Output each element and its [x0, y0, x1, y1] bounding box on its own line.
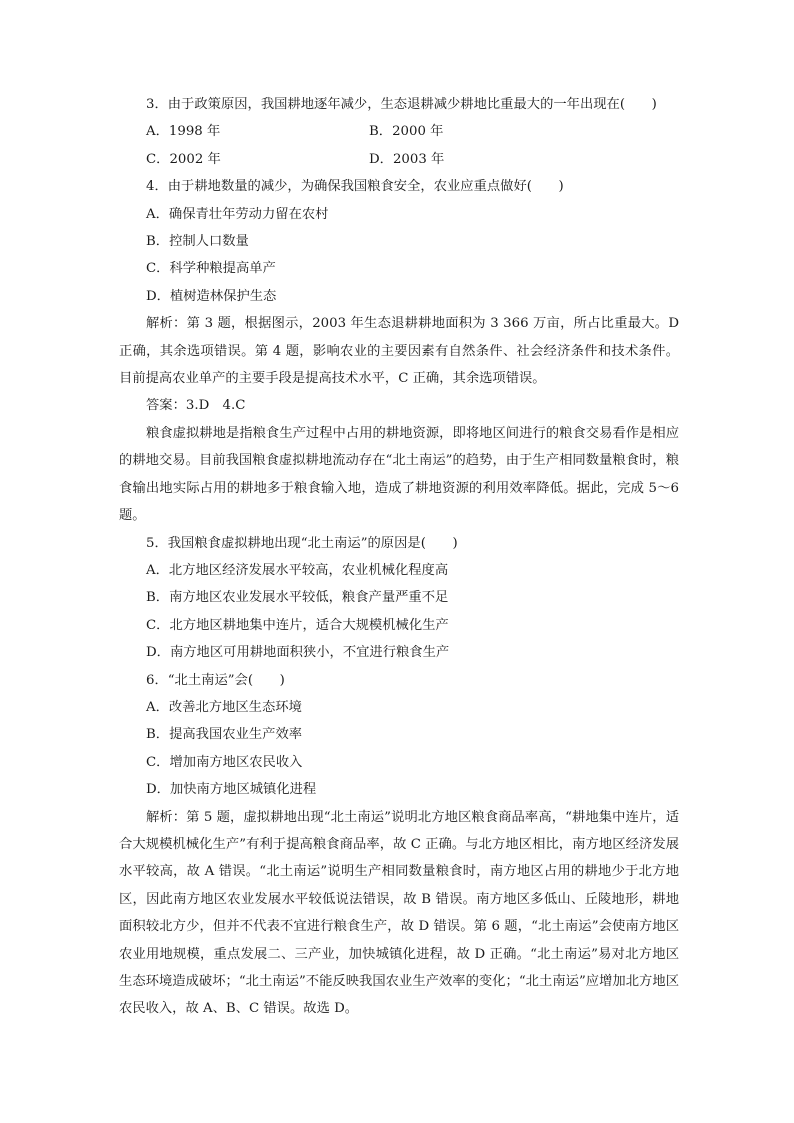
- question-4-stem: 4．由于耕地数量的减少，为确保我国粮食安全，农业应重点做好( ): [146, 179, 564, 195]
- analysis-q3-q4: 解析：第 3 题，根据图示，2003 年生态退耕耕地面积为 3 366 万亩，所占比重最大。D 正确，其余选项错误。第 4 题，影响农业的主要因素有自然条件、社会经济条件和技术条件。目前提高农业单产的主要手段是提高技术水平，C 正确，其余选项错误。: [119, 316, 679, 387]
- question-4-option-c: C．科学种粮提高单产: [146, 261, 276, 277]
- question-6-option-b: B．提高我国农业生产效率: [146, 727, 303, 743]
- question-3-options-row-1: [119, 118, 679, 145]
- question-3-option-a: A．1998 年: [146, 124, 221, 140]
- question-5-stem: 5．我国粮食虚拟耕地出现“北土南运”的原因是( ): [146, 535, 458, 551]
- question-4-option-a: A．确保青壮年劳动力留在农村: [146, 206, 329, 222]
- analysis-q5-q6: 解析：第 5 题，虚拟耕地出现“北土南运”说明北方地区粮食商品率高，“耕地集中连片，适合大规模机械化生产”有利于提高粮食商品率，故 C 正确。与北方地区相比，南方地区经济发展水平较高，故 A 错误。“北土南运”说明生产相同数量粮食时，南方地区占用的耕地少于北方地区，因此南方地区农业发展水平较低说法错误，故 B 错误。南方地区多低山、丘陵地形，耕地面积较北方少，但并不代表不宜进行粮食生产，故 D 错误。第 6 题，“北土南运”会使南方地区农业用地规模，重点发展二、三产业，加快城镇化进程，故 D 正确。“北土南运”易对北方地区生态环境造成破坏；“北土南运”不能反映我国农业生产效率的变化；“北土南运”应增加北方地区农民收入，故 A、B、C 错误。故选 D。: [119, 809, 679, 1017]
- question-6-stem: 6．“北土南运”会( ): [146, 672, 285, 688]
- question-3-options-row-2: [119, 146, 679, 173]
- material-paragraph: 粮食虚拟耕地是指粮食生产过程中占用的耕地资源，即将地区间进行的粮食交易看作是相应的耕地交易。目前我国粮食虚拟耕地流动存在“北土南运”的趋势，由于生产相同数量粮食时，粮食输出地实际占用的耕地多于粮食输入地，造成了耕地资源的利用效率降低。据此，完成 5～6 题。: [119, 425, 679, 524]
- question-4-option-b: B．控制人口数量: [146, 234, 249, 250]
- question-4-option-d: D．植树造林保护生态: [146, 288, 277, 304]
- question-3-option-c: C．2002 年: [146, 151, 221, 167]
- question-6-option-c: C．增加南方地区农民收入: [146, 754, 303, 770]
- question-6-option-d: D．加快南方地区城镇化进程: [146, 782, 317, 798]
- question-6-option-a: A．改善北方地区生态环境: [146, 699, 302, 715]
- question-3-option-b: B．2000 年: [369, 124, 444, 140]
- question-5-option-a: A．北方地区经济发展水平较高，农业机械化程度高: [146, 562, 449, 578]
- question-5-option-c: C．北方地区耕地集中连片，适合大规模机械化生产: [146, 617, 449, 633]
- document-body: [119, 91, 679, 1023]
- question-3-stem: 3．由于政策原因，我国耕地逐年减少，生态退耕减少耕地比重最大的一年出现在( ): [146, 97, 657, 112]
- question-3-option-d: D．2003 年: [369, 151, 445, 167]
- answer-q3-q4: 答案：3.D 4.C: [146, 398, 246, 414]
- question-5-option-b: B．南方地区农业发展水平较低，粮食产量严重不足: [146, 590, 449, 606]
- question-5-option-d: D．南方地区可用耕地面积狭小，不宜进行粮食生产: [146, 645, 450, 661]
